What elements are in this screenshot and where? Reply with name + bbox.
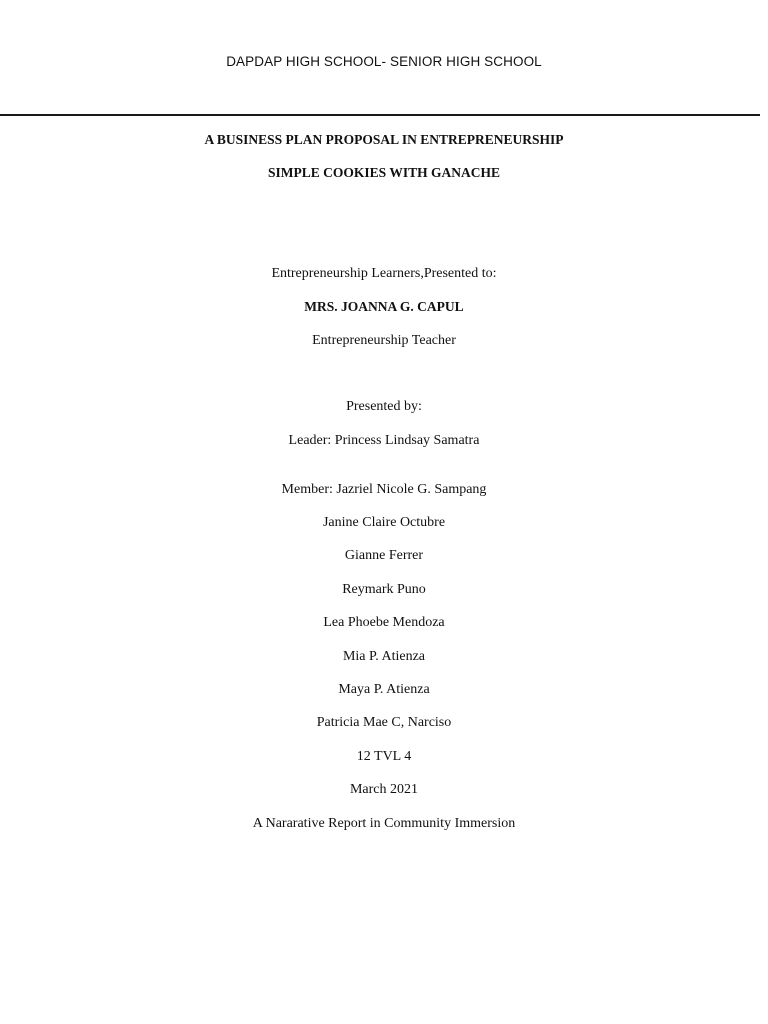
member-name: Reymark Puno — [342, 582, 426, 597]
teacher-name: MRS. JOANNA G. CAPUL — [304, 299, 464, 314]
document-subtitle: SIMPLE COOKIES WITH GANACHE — [268, 165, 500, 180]
member-name: Janine Claire Octubre — [322, 515, 446, 530]
group-leader: Leader: Princess Lindsay Samatra — [288, 433, 480, 448]
report-description: A Nararative Report in Community Immersion — [252, 816, 516, 831]
presented-by-label: Presented by: — [346, 399, 422, 414]
member-name: Member: Jazriel Nicole G. Sampang — [281, 482, 487, 497]
document-title: A BUSINESS PLAN PROPOSAL IN ENTREPRENEURSHIP — [204, 132, 564, 147]
member-name: Gianne Ferrer — [344, 548, 424, 563]
member-name: Mia P. Atienza — [342, 649, 426, 664]
report-date: March 2021 — [349, 782, 419, 797]
presented-to-intro: Entrepreneurship Learners,Presented to: — [271, 266, 497, 281]
member-name: Patricia Mae C, Narciso — [316, 715, 452, 730]
header-divider — [0, 114, 760, 116]
class-section: 12 TVL 4 — [356, 749, 412, 764]
member-name: Lea Phoebe Mendoza — [323, 615, 445, 630]
member-name: Maya P. Atienza — [338, 682, 430, 697]
school-header: DAPDAP HIGH SCHOOL- SENIOR HIGH SCHOOL — [226, 54, 542, 69]
teacher-role: Entrepreneurship Teacher — [312, 333, 456, 348]
